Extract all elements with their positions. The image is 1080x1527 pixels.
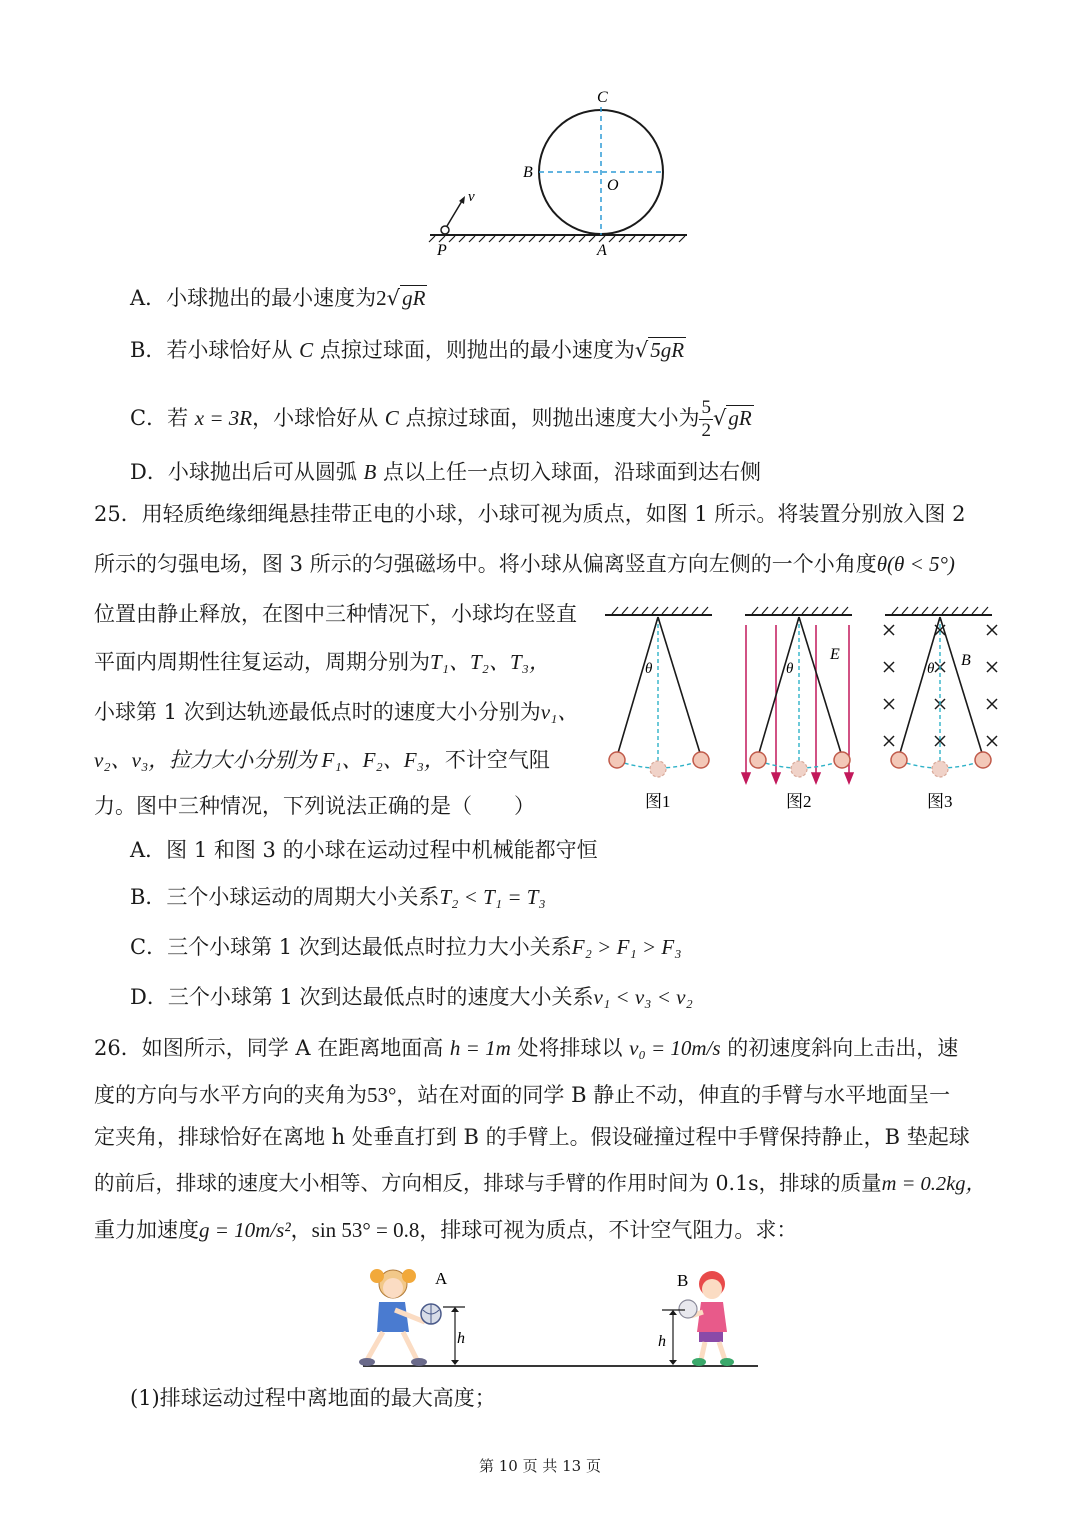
fraction: $\frac{5}{2}$ <box>701 397 711 441</box>
label-o: O <box>607 177 619 194</box>
q25-option-d[interactable]: D．三个小球第 1 次到达最低点时的速度大小关系v₁ < v₃ < v₂ <box>130 985 693 1009</box>
q24-option-d[interactable]: D．小球抛出后可从圆弧 B 点以上任一点切入球面，沿球面到达右侧 <box>130 460 762 484</box>
q25-line-2: 所示的匀强电场，图 3 所示的匀强磁场中。将小球从偏离竖直方向左侧的一个小角度θ(θ < 5°) <box>94 552 955 576</box>
q25-line-1: 25．用轻质绝缘细绳悬挂带正电的小球，小球可视为质点，如图 1 所示。将装置分别放入图 2 <box>94 502 966 526</box>
pendulum-fig-2 <box>742 607 853 811</box>
pendulum-fig-3 <box>884 607 997 811</box>
fig3-label: 图3 <box>927 792 953 811</box>
pendulum-fig-1 <box>605 607 712 811</box>
label-v: v <box>468 189 475 205</box>
label-b: B <box>523 164 533 181</box>
svg-text:h: h <box>658 1333 666 1350</box>
svg-text:h: h <box>457 1330 465 1347</box>
label-a: A <box>597 242 607 259</box>
q25-line-4: 平面内周期性往复运动，周期分别为T₁、T₂、T₃， <box>94 650 550 674</box>
q24-option-b[interactable]: B．若小球恰好从 C 点掠过球面，则抛出的最小速度为√5gR <box>130 338 685 362</box>
q26-line-4: 的前后，排球的速度大小相等、方向相反，排球与手臂的作用时间为 0.1s，排球的质量m = 0.2kg， <box>94 1171 987 1195</box>
fig2-label: 图2 <box>786 792 812 811</box>
q25-line-7: 力。图中三种情况，下列说法正确的是（ ） <box>94 794 535 818</box>
page-footer: 第 10 页 共 13 页 <box>478 1457 601 1475</box>
circle-track-figure <box>425 85 695 265</box>
label-student-a: A <box>435 1269 448 1288</box>
svg-text:B: B <box>961 652 971 669</box>
svg-text:E: E <box>830 646 840 663</box>
label-p: P <box>437 242 447 259</box>
student-a-illustration <box>359 1269 441 1366</box>
q25-option-c[interactable]: C．三个小球第 1 次到达最低点时拉力大小关系F₂ > F₁ > F₃ <box>130 935 682 959</box>
label-c: C <box>597 89 608 106</box>
q26-line-2: 度的方向与水平方向的夹角为53°，站在对面的同学 B 静止不动，伸直的手臂与水平地面呈一 <box>94 1083 951 1107</box>
q25-option-a[interactable]: A．图 1 和图 3 的小球在运动过程中机械能都守恒 <box>130 838 598 862</box>
q25-line-3: 位置由静止释放，在图中三种情况下，小球均在竖直 <box>94 602 577 626</box>
q26-subquestion-1: (1)排球运动过程中离地面的最大高度； <box>130 1386 496 1410</box>
q26-line-3: 定夹角，排球恰好在离地 h 处垂直打到 B 的手臂上。假设碰撞过程中手臂保持静止，B 垫起球 <box>94 1125 970 1149</box>
q25-line-5: 小球第 1 次到达轨迹最低点时的速度大小分别为v₁、 <box>94 700 579 724</box>
volleyball-figure <box>355 1262 765 1374</box>
svg-text:θ: θ <box>786 661 794 677</box>
svg-text:θ: θ <box>927 661 935 677</box>
q24-option-c[interactable]: C．若 x = 3R，小球恰好从 C 点掠过球面，则抛出速度大小为 $\frac{5}{2}$ √gR <box>130 397 752 441</box>
q25-option-b[interactable]: B．三个小球运动的周期大小关系T₂ < T₁ = T₃ <box>130 885 546 909</box>
q26-line-5: 重力加速度g = 10m/s²，sin 53° = 0.8，排球可视为质点，不计空气阻力。求： <box>94 1218 798 1242</box>
q25-line-6: v₂、v₃，拉力大小分别为 F₁、F₂、F₃，不计空气阻 <box>94 748 550 772</box>
fig1-label: 图1 <box>645 792 671 811</box>
label-student-b: B <box>677 1271 689 1290</box>
option-letter: A． <box>130 286 167 310</box>
q24-option-a[interactable]: A．小球抛出的最小速度为2√gR <box>130 286 426 310</box>
pendulum-figures <box>600 603 1005 818</box>
q26-line-1: 26．如图所示，同学 A 在距离地面高 h = 1m 处将排球以 v₀ = 10m/s 的初速度斜向上击出，速 <box>94 1036 959 1060</box>
svg-text:θ: θ <box>645 661 653 677</box>
